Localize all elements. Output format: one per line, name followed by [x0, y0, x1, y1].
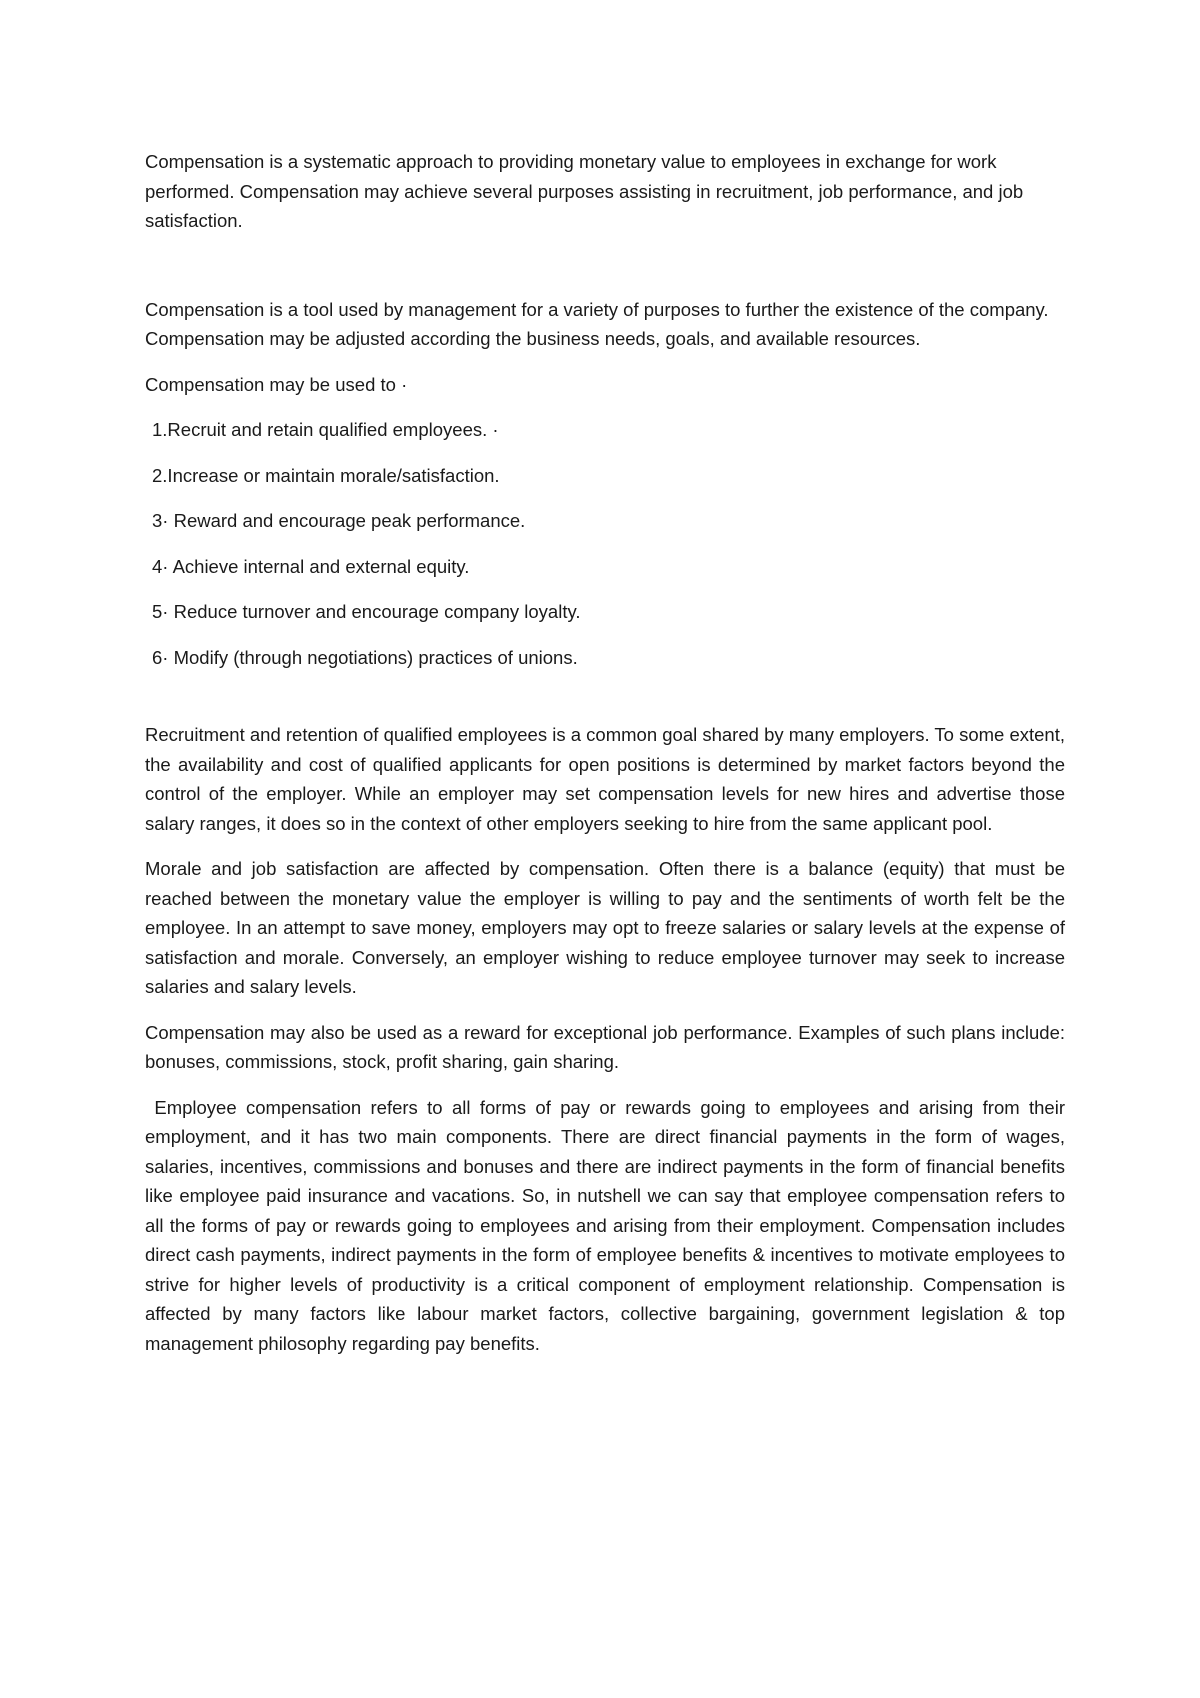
- list-item: 4· Achieve internal and external equity.: [152, 555, 470, 577]
- paragraph-morale: Morale and job satisfaction are affected by compensation. Often there is a balance (equity) that must be reached between the monetary value the employer is willing to pay and the sentiments of worth felt be the employee. In an attempt to save money, employers may opt to freeze salaries or salary levels at the expense of satisfaction and morale. Conversely, an employer wishing to reduce employee turnover may seek to increase salaries and salary levels.: [145, 858, 1065, 997]
- paragraph-management-tool: Compensation is a tool used by management for a variety of purposes to further the existence of the company. Compensation may be adjusted according the business needs, goals, and available resources.: [145, 298, 1049, 349]
- list-item: 5· Reduce turnover and encourage company loyalty.: [152, 601, 581, 622]
- purpose-list: [145, 415, 1065, 672]
- paragraph-recruitment: Recruitment and retention of qualified employees is a common goal shared by many employers. To some extent, the availability and cost of qualified applicants for open positions is determined by market factors beyond the control of the employer. While an employer may set compensation levels for new hires and advertise those salary ranges, it does so in the context of other employers seeking to hire from the same applicant pool.: [145, 724, 1065, 834]
- list-item: 2.Increase or maintain morale/satisfaction.: [152, 464, 500, 486]
- paragraph-employee-compensation: Employee compensation refers to all forms of pay or rewards going to employees and arising from their employment, and it has two main components. There are direct financial payments in the form of wages, salaries, incentives, commissions and bonuses and there are indirect payments in the form of financial benefits like employee paid insurance and vacations. So, in nutshell we can say that employee compensation refers to all the forms of pay or rewards going to employees and arising from their employment. Compensation includes direct cash payments, indirect payments in the form of employee benefits & incentives to motivate employees to strive for higher levels of productivity is a critical component of employment relationship. Compensation is affected by many factors like labour market factors, collective bargaining, government legislation & top management philosophy regarding pay benefits.: [145, 1096, 1071, 1354]
- paragraph-definition: Compensation is a systematic approach to providing monetary value to employees in exchange for work performed. Compensation may achieve several purposes assisting in recruitment, job performance, and job satisfaction.: [145, 151, 1024, 231]
- list-item: 6· Modify (through negotiations) practices of unions.: [152, 646, 578, 668]
- paragraph-reward: Compensation may also be used as a reward for exceptional job performance. Examples of such plans include: bonuses, commissions, stock, profit sharing, gain sharing.: [145, 1021, 1065, 1072]
- document-page: [145, 147, 1071, 1358]
- paragraph-list-intro: Compensation may be used to ·: [145, 373, 408, 395]
- list-item: 3· Reward and encourage peak performance.: [152, 510, 526, 531]
- list-item: 1.Recruit and retain qualified employees. ·: [152, 419, 499, 440]
